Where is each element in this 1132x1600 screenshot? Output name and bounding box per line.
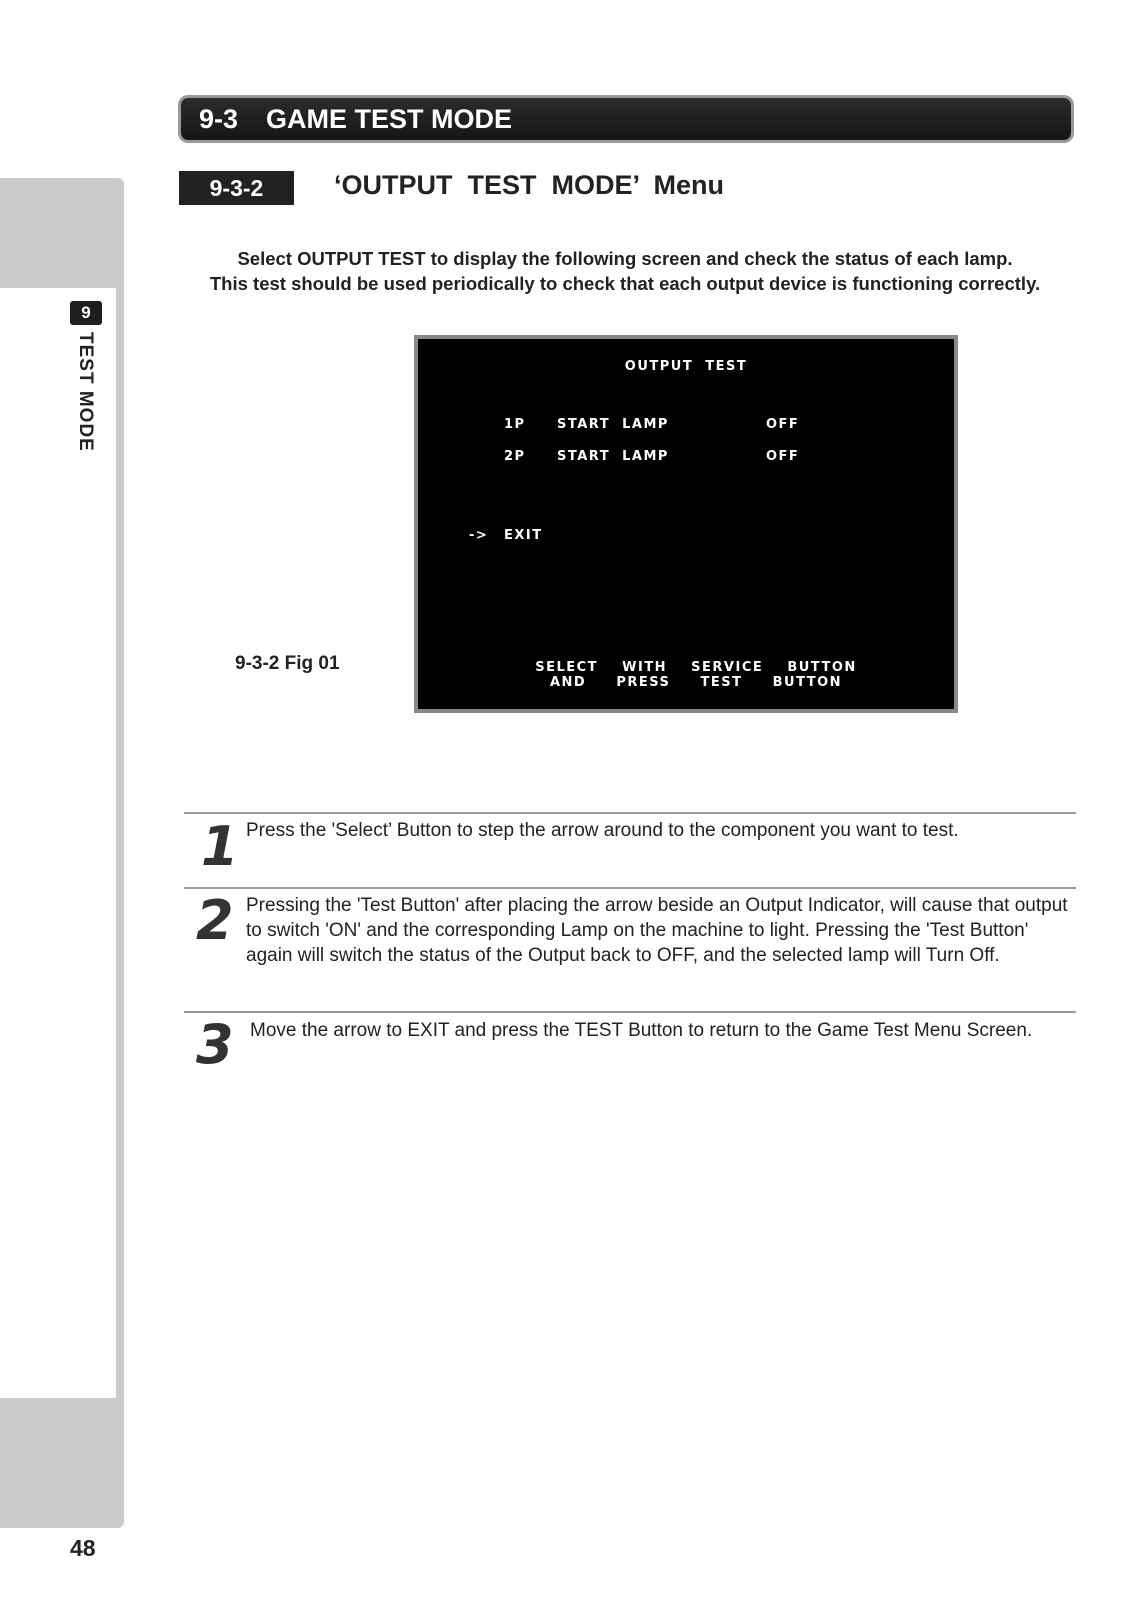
intro-text xyxy=(180,246,1070,296)
divider xyxy=(184,812,1076,814)
screen-row-1-status: OFF xyxy=(766,417,800,432)
subsection-number: 9-3-2 xyxy=(179,171,294,205)
step-number: 1 xyxy=(201,815,239,878)
intro-line-1: Select OUTPUT TEST to display the following screen and check the status of each lamp. xyxy=(237,248,1013,269)
chapter-label: TEST MODE xyxy=(75,332,96,452)
section-number: 9-3 xyxy=(199,104,239,134)
screen-row-2-player: 2P xyxy=(504,449,526,464)
step-number: 3 xyxy=(196,1013,234,1076)
figure-caption: 9-3-2 Fig 01 xyxy=(235,653,340,674)
screen-title: OUTPUT TEST xyxy=(624,359,748,374)
section-header xyxy=(181,98,1071,140)
side-tab-bottom xyxy=(0,1398,124,1528)
screen-cursor-arrow: -> xyxy=(469,528,489,543)
step-number: 2 xyxy=(196,889,234,952)
screen-row-1-player: 1P xyxy=(504,417,526,432)
step-text: Move the arrow to EXIT and press the TEST Button to return to the Game Test Menu Screen. xyxy=(250,1020,1033,1041)
side-tab-top xyxy=(0,178,124,288)
page-number: 48 xyxy=(70,1535,96,1561)
chapter-number-badge: 9 xyxy=(70,301,102,325)
output-test-screen xyxy=(414,335,958,713)
step-text: Press the 'Select’ Button to step the arrow around to the component you want to test. xyxy=(246,820,959,841)
screen-footer-line-2: AND PRESS TEST BUTTON xyxy=(549,675,843,690)
subsection-title: ‘OUTPUT TEST MODE’ Menu xyxy=(334,170,725,200)
screen-row-2-status: OFF xyxy=(766,449,800,464)
screen-exit-item: EXIT xyxy=(504,528,543,543)
screen-row-1-item: START LAMP xyxy=(557,417,669,432)
intro-line-2: This test should be used periodically to check that each output device is functioning correctly. xyxy=(209,273,1041,294)
step-text: Pressing the 'Test Button' after placing the arrow beside an Output Indicator, will cause that output to switch 'ON' and the corresponding Lamp on the machine to light. Pressing the 'Test Button' again will switch the status of the Output back to OFF, and the selected lamp will Turn Off. xyxy=(246,895,1068,966)
side-tab xyxy=(0,288,124,1398)
screen-footer-line-1: SELECT WITH SERVICE BUTTON xyxy=(535,660,857,675)
section-title: GAME TEST MODE xyxy=(266,104,513,134)
divider xyxy=(184,1011,1076,1013)
screen-row-2-item: START LAMP xyxy=(557,449,669,464)
divider xyxy=(184,887,1076,889)
